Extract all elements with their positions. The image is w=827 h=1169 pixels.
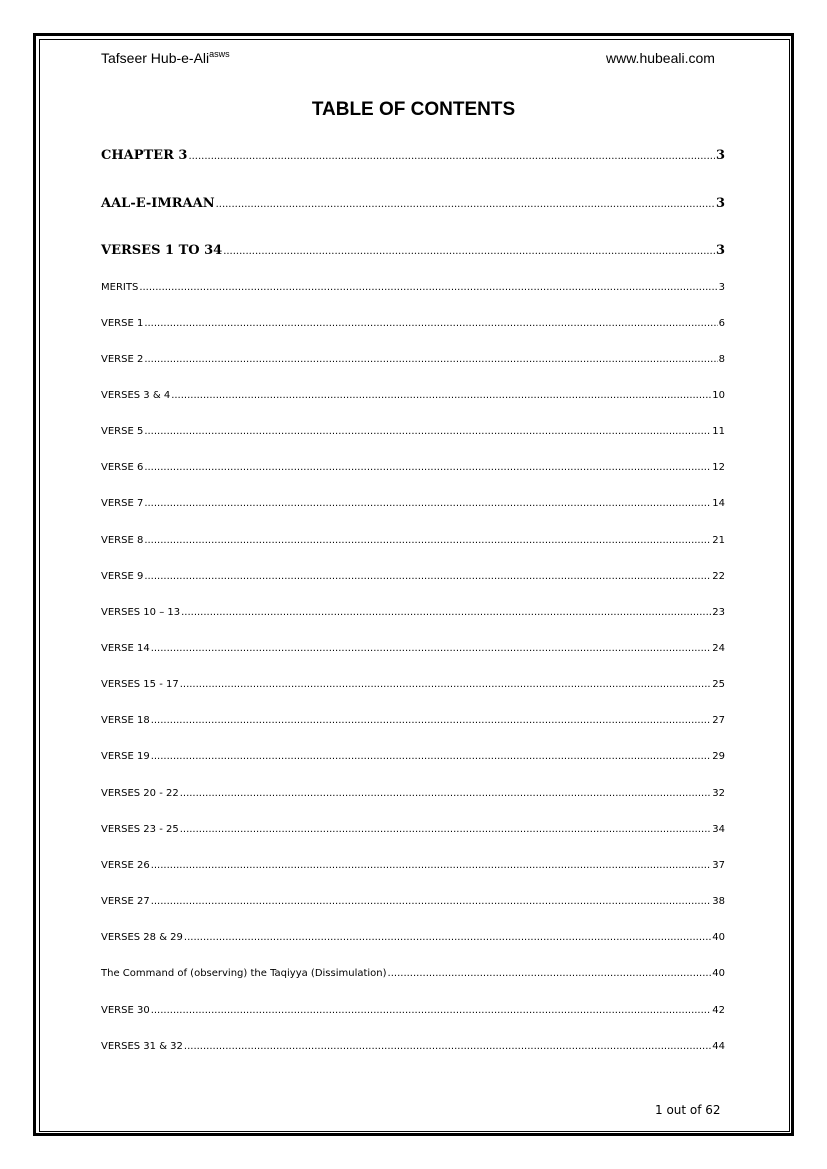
toc-entry-label: VERSES 31 & 32	[101, 1041, 183, 1052]
toc-entry-label: VERSE 26	[101, 860, 150, 871]
toc-entry-label: VERSES 3 & 4	[101, 390, 171, 401]
toc-entry-page-number: 8	[718, 354, 725, 365]
toc-entry-label: VERSE 5	[101, 426, 144, 437]
toc-dot-leader	[181, 607, 711, 618]
toc-dot-leader	[180, 788, 712, 799]
toc-entry-page-number: 3	[715, 148, 725, 163]
toc-entry[interactable]	[101, 896, 725, 907]
toc-entry-page-number: 14	[712, 498, 725, 509]
toc-entry-label: CHAPTER 3	[101, 148, 188, 163]
toc-entry-page-number: 27	[712, 715, 725, 726]
toc-entry-page-number: 10	[712, 390, 725, 401]
toc-entry[interactable]	[101, 824, 725, 835]
toc-entry[interactable]	[101, 535, 725, 546]
toc-dot-leader	[184, 932, 711, 943]
header-website[interactable]: www.hubeali.com	[606, 50, 715, 66]
toc-dot-leader	[151, 751, 712, 762]
toc-entry-page-number: 29	[712, 751, 725, 762]
toc-entry-label: VERSES 20 - 22	[101, 788, 179, 799]
toc-entry-label: VERSE 27	[101, 896, 150, 907]
toc-entry[interactable]	[101, 751, 725, 762]
toc-dot-leader	[151, 896, 712, 907]
toc-entry[interactable]	[101, 426, 725, 437]
toc-entry-label: VERSE 9	[101, 571, 144, 582]
toc-dot-leader	[144, 498, 711, 509]
toc-entry[interactable]	[101, 318, 725, 329]
toc-entry-label: The Command of (observing) the Taqiyya (Dissimulation)	[101, 968, 387, 979]
toc-entry-label: VERSES 28 & 29	[101, 932, 183, 943]
toc-entry[interactable]	[101, 607, 725, 618]
toc-entry-label: VERSE 8	[101, 535, 144, 546]
toc-entry-page-number: 23	[712, 607, 725, 618]
toc-entry-page-number: 34	[712, 824, 725, 835]
page-number: 1 out of 62	[655, 1103, 721, 1117]
header-title-text: Tafseer Hub-e-Ali	[101, 50, 210, 66]
toc-entry[interactable]	[101, 390, 725, 401]
toc-entry[interactable]	[101, 498, 725, 509]
toc-entry[interactable]	[101, 932, 725, 943]
toc-entry[interactable]	[101, 462, 725, 473]
toc-dot-leader	[223, 243, 715, 258]
toc-entry[interactable]	[101, 148, 725, 163]
toc-dot-leader	[180, 824, 712, 835]
toc-dot-leader	[139, 282, 717, 293]
toc-entry-label: VERSE 6	[101, 462, 144, 473]
toc-dot-leader	[144, 426, 711, 437]
toc-entry-page-number: 22	[712, 571, 725, 582]
toc-entry-page-number: 24	[712, 643, 725, 654]
toc-entry-page-number: 3	[715, 243, 725, 258]
toc-entry-page-number: 40	[712, 968, 725, 979]
header-title-superscript: asws	[209, 49, 230, 59]
toc-dot-leader	[144, 354, 717, 365]
toc-dot-leader	[388, 968, 712, 979]
toc-entry-label: VERSES 23 - 25	[101, 824, 179, 835]
toc-dot-leader	[151, 1005, 712, 1016]
toc-entry-page-number: 21	[712, 535, 725, 546]
toc-dot-leader	[216, 196, 715, 211]
toc-entry[interactable]	[101, 196, 725, 211]
toc-entry[interactable]	[101, 679, 725, 690]
toc-entry-page-number: 6	[718, 318, 725, 329]
toc-dot-leader	[144, 535, 711, 546]
toc-entry[interactable]	[101, 788, 725, 799]
toc-entry-label: VERSE 1	[101, 318, 144, 329]
toc-entry-label: VERSE 18	[101, 715, 150, 726]
toc-entry[interactable]	[101, 1005, 725, 1016]
toc-entry-label: MERITS	[101, 282, 139, 293]
toc-entry-page-number: 38	[712, 896, 725, 907]
toc-entry[interactable]	[101, 243, 725, 258]
toc-entry[interactable]	[101, 715, 725, 726]
toc-entry-page-number: 37	[712, 860, 725, 871]
toc-dot-leader	[151, 643, 712, 654]
toc-entry[interactable]	[101, 354, 725, 365]
toc-entry-page-number: 12	[712, 462, 725, 473]
toc-dot-leader	[180, 679, 712, 690]
toc-entry-label: VERSE 19	[101, 751, 150, 762]
toc-entry-page-number: 40	[712, 932, 725, 943]
toc-entry-label: VERSE 30	[101, 1005, 150, 1016]
toc-dot-leader	[144, 318, 717, 329]
toc-dot-leader	[151, 715, 712, 726]
toc-entry-page-number: 11	[712, 426, 725, 437]
toc-entry-label: AAL-E-IMRAAN	[101, 196, 215, 211]
toc-entry-label: VERSE 14	[101, 643, 150, 654]
toc-dot-leader	[144, 571, 711, 582]
toc-title: TABLE OF CONTENTS	[311, 99, 516, 120]
toc-entry[interactable]	[101, 968, 725, 979]
toc-entry-page-number: 25	[712, 679, 725, 690]
toc-dot-leader	[144, 462, 711, 473]
toc-entry-page-number: 32	[712, 788, 725, 799]
toc-entry-page-number: 3	[718, 282, 725, 293]
toc-entry-page-number: 42	[712, 1005, 725, 1016]
toc-dot-leader	[184, 1041, 711, 1052]
toc-entry-page-number: 44	[712, 1041, 725, 1052]
toc-dot-leader	[151, 860, 712, 871]
toc-entry-label: VERSES 10 – 13	[101, 607, 181, 618]
toc-entry-label: VERSES 15 - 17	[101, 679, 179, 690]
toc-entry-label: VERSE 7	[101, 498, 144, 509]
toc-entry-page-number: 3	[715, 196, 725, 211]
toc-entry[interactable]	[101, 643, 725, 654]
toc-entry[interactable]	[101, 282, 725, 293]
toc-dot-leader	[171, 390, 711, 401]
toc-entry[interactable]	[101, 1041, 725, 1052]
toc-entry-label: VERSE 2	[101, 354, 144, 365]
toc-entry[interactable]	[101, 571, 725, 582]
toc-dot-leader	[188, 148, 715, 163]
header-book-title	[101, 49, 230, 66]
toc-entry-label: VERSES 1 TO 34	[101, 243, 223, 258]
toc-entry[interactable]	[101, 860, 725, 871]
